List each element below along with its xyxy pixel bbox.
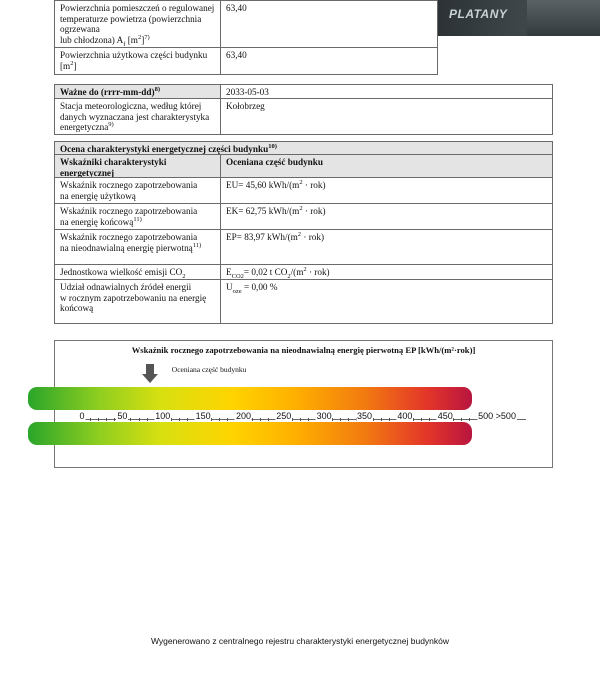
minor-tick <box>114 418 115 421</box>
usable-area-value: 63,40 <box>226 50 247 60</box>
co2-value-sup: 2 <box>303 265 307 273</box>
oze-value: = 0,00 % <box>241 282 278 292</box>
footer-text: Wygenerowano z centralnego rejestru charakterystyki energetycznej budynków <box>150 636 450 646</box>
minor-tick <box>90 418 91 421</box>
minor-tick <box>227 418 228 421</box>
oze-label-line2: w rocznym zapotrzebowaniu na energię <box>60 292 207 303</box>
co2-value-sub: 2 <box>287 272 291 280</box>
heated-area-sub: f <box>123 40 126 48</box>
minor-tick <box>461 418 462 421</box>
minor-tick <box>340 418 341 421</box>
building-photo <box>437 0 600 36</box>
minor-tick <box>211 418 212 421</box>
valid-until-label <box>54 84 221 99</box>
oze-label <box>54 279 221 324</box>
minor-tick <box>98 418 99 421</box>
eu-value: EU= 45,60 kWh/(m <box>226 180 300 190</box>
minor-tick <box>147 418 148 421</box>
weather-station-line3: energetyczna <box>60 122 109 133</box>
tick-label: 450 <box>437 411 453 421</box>
valid-until-value: 2033-05-03 <box>226 87 269 97</box>
tick-label: 200 <box>235 411 251 421</box>
tick-label: 250 <box>276 411 292 421</box>
minor-tick <box>268 418 269 421</box>
tick-label: >500 <box>495 411 516 421</box>
minor-tick <box>252 418 253 421</box>
usable-area-line1: Powierzchnia użytkowa części budynku <box>60 50 208 60</box>
oze-label-line3: końcową <box>60 303 94 314</box>
co2-value: = 0,02 t CO <box>243 267 288 277</box>
tick-label: 400 <box>397 411 413 421</box>
tick-label: 100 <box>155 411 171 421</box>
heated-area-close: ] <box>141 34 145 45</box>
eu-label <box>54 177 221 204</box>
photo-roof <box>527 0 600 36</box>
co2-label <box>54 264 221 280</box>
valid-until-value-cell <box>220 84 553 99</box>
minor-tick <box>381 418 382 421</box>
minor-tick <box>179 418 180 421</box>
co2-label-sub: 2 <box>182 272 186 280</box>
ep-value-cell <box>220 229 553 265</box>
indicators-header-line2: energetycznej <box>60 167 115 178</box>
tick-label: 150 <box>195 411 211 421</box>
tick-label: 350 <box>357 411 373 421</box>
ek-value: EK= 62,75 kWh/(m <box>226 206 300 216</box>
weather-station-line1: Stacja meteorologiczna, według której <box>60 101 202 111</box>
minor-tick <box>332 418 333 421</box>
tick-label: 300 <box>316 411 332 421</box>
ek-label-note: 11) <box>133 215 142 223</box>
minor-tick <box>187 418 188 421</box>
heated-area-line4: lub chłodzona) A <box>60 34 124 45</box>
scale-bar-bottom <box>28 422 472 445</box>
co2-value-cell <box>220 264 553 280</box>
ep-label-note: 11) <box>192 241 202 249</box>
usable-area-label <box>54 47 221 75</box>
eu-label-line2: na energię użytkową <box>60 190 136 201</box>
heated-area-value: 63,40 <box>226 3 247 13</box>
ep-value: EP= 83,97 kWh/(m <box>226 232 298 242</box>
tick-label: 50 <box>117 411 128 421</box>
minor-tick <box>413 418 414 421</box>
usable-area-line2: [m <box>60 60 71 71</box>
heated-area-label <box>54 0 221 48</box>
minor-tick <box>106 418 107 421</box>
minor-tick <box>308 418 309 421</box>
valid-until-note: 8) <box>154 85 160 93</box>
valid-until-text: Ważne do (rrrr-mm-dd) <box>60 87 155 97</box>
assessed-part-header <box>220 154 553 178</box>
ek-value-cell <box>220 203 553 230</box>
tick-label: 0 <box>79 411 85 421</box>
ep-label-line1: Wskaźnik rocznego zapotrzebowania <box>60 232 198 242</box>
minor-tick <box>373 418 374 421</box>
minor-tick <box>469 418 470 421</box>
heated-area-line1: Powierzchnia pomieszczeń o regulowanej <box>60 3 215 13</box>
minor-tick <box>300 418 301 421</box>
minor-tick <box>219 418 220 421</box>
ep-label <box>54 229 221 265</box>
minor-tick <box>260 418 261 421</box>
tick-label: 500 <box>478 411 494 421</box>
heated-area-unit: [m <box>125 34 138 45</box>
eu-value-cell <box>220 177 553 204</box>
ek-value-sup: 2 <box>299 204 303 212</box>
eu-value-end: · rok) <box>302 180 326 190</box>
chart-title: Wskaźnik rocznego zapotrzebowania na nieodnawialną energię pierwotną EP [kWh/(m²·rok)] <box>131 345 476 355</box>
assessed-part-header-text: Oceniana część budynku <box>226 157 323 167</box>
co2-value-end: · rok) <box>306 267 330 277</box>
weather-station-label <box>54 98 221 135</box>
eu-label-line1: Wskaźnik rocznego zapotrzebowania <box>60 180 198 190</box>
minor-tick <box>453 418 454 421</box>
heated-area-line3: ogrzewana <box>60 24 100 35</box>
weather-station-value: Kołobrzeg <box>226 101 265 111</box>
indicators-header-line1: Wskaźniki charakterystyki <box>60 157 167 167</box>
photo-sign-text: PLATANY <box>449 7 508 21</box>
co2-value-pre-sub: CO2 <box>231 272 244 280</box>
indicators-header <box>54 154 221 178</box>
minor-tick <box>139 418 140 421</box>
scale-bar-top <box>28 387 472 410</box>
usable-area-value-cell <box>220 47 438 75</box>
co2-value-mid: /(m <box>290 267 304 277</box>
minor-tick <box>348 418 349 421</box>
minor-tick <box>429 418 430 421</box>
heated-area-note: 7) <box>144 33 150 41</box>
ek-label <box>54 203 221 230</box>
usable-area-sup: 2 <box>70 59 74 67</box>
ek-label-line2: na energię końcową <box>60 216 134 227</box>
assessment-title-text: Ocena charakterystyki energetycznej części budynku <box>60 144 269 154</box>
ep-value-end: · rok) <box>301 232 325 242</box>
co2-label-line1: Jednostkowa wielkość emisji CO <box>60 267 183 277</box>
ep-label-line2: na nieodnawialną energię pierwotną <box>60 242 193 253</box>
eu-value-sup: 2 <box>299 178 303 186</box>
ep-value-sup: 2 <box>297 230 302 238</box>
ek-value-end: · rok) <box>302 206 326 216</box>
ek-label-line1: Wskaźnik rocznego zapotrzebowania <box>60 206 198 216</box>
oze-value-pre: U <box>226 282 233 292</box>
usable-area-close: ] <box>73 60 77 71</box>
oze-label-line1: Udział odnawialnych źródeł energii <box>60 282 192 292</box>
minor-tick <box>421 418 422 421</box>
co2-value-pre: E <box>226 267 232 277</box>
marker-label: Oceniana część budynku <box>171 365 247 374</box>
oze-value-pre-sub: oze <box>232 287 242 295</box>
arrow-down-icon <box>142 364 158 384</box>
minor-tick <box>292 418 293 421</box>
weather-station-value-cell <box>220 98 553 135</box>
oze-value-cell <box>220 279 553 324</box>
assessment-title <box>54 141 553 155</box>
heated-area-line2: temperaturze powietrza (powierzchnia <box>60 13 202 24</box>
weather-station-note: 9) <box>108 121 114 129</box>
heated-area-value-cell <box>220 0 438 48</box>
scale-axis-line <box>82 419 526 420</box>
heated-area-sup: 2 <box>137 33 142 41</box>
minor-tick <box>130 418 131 421</box>
minor-tick <box>389 418 390 421</box>
assessment-title-note: 10) <box>268 142 277 150</box>
minor-tick <box>171 418 172 421</box>
weather-station-line2: danych wyznaczana jest charakterystyka <box>60 111 210 122</box>
